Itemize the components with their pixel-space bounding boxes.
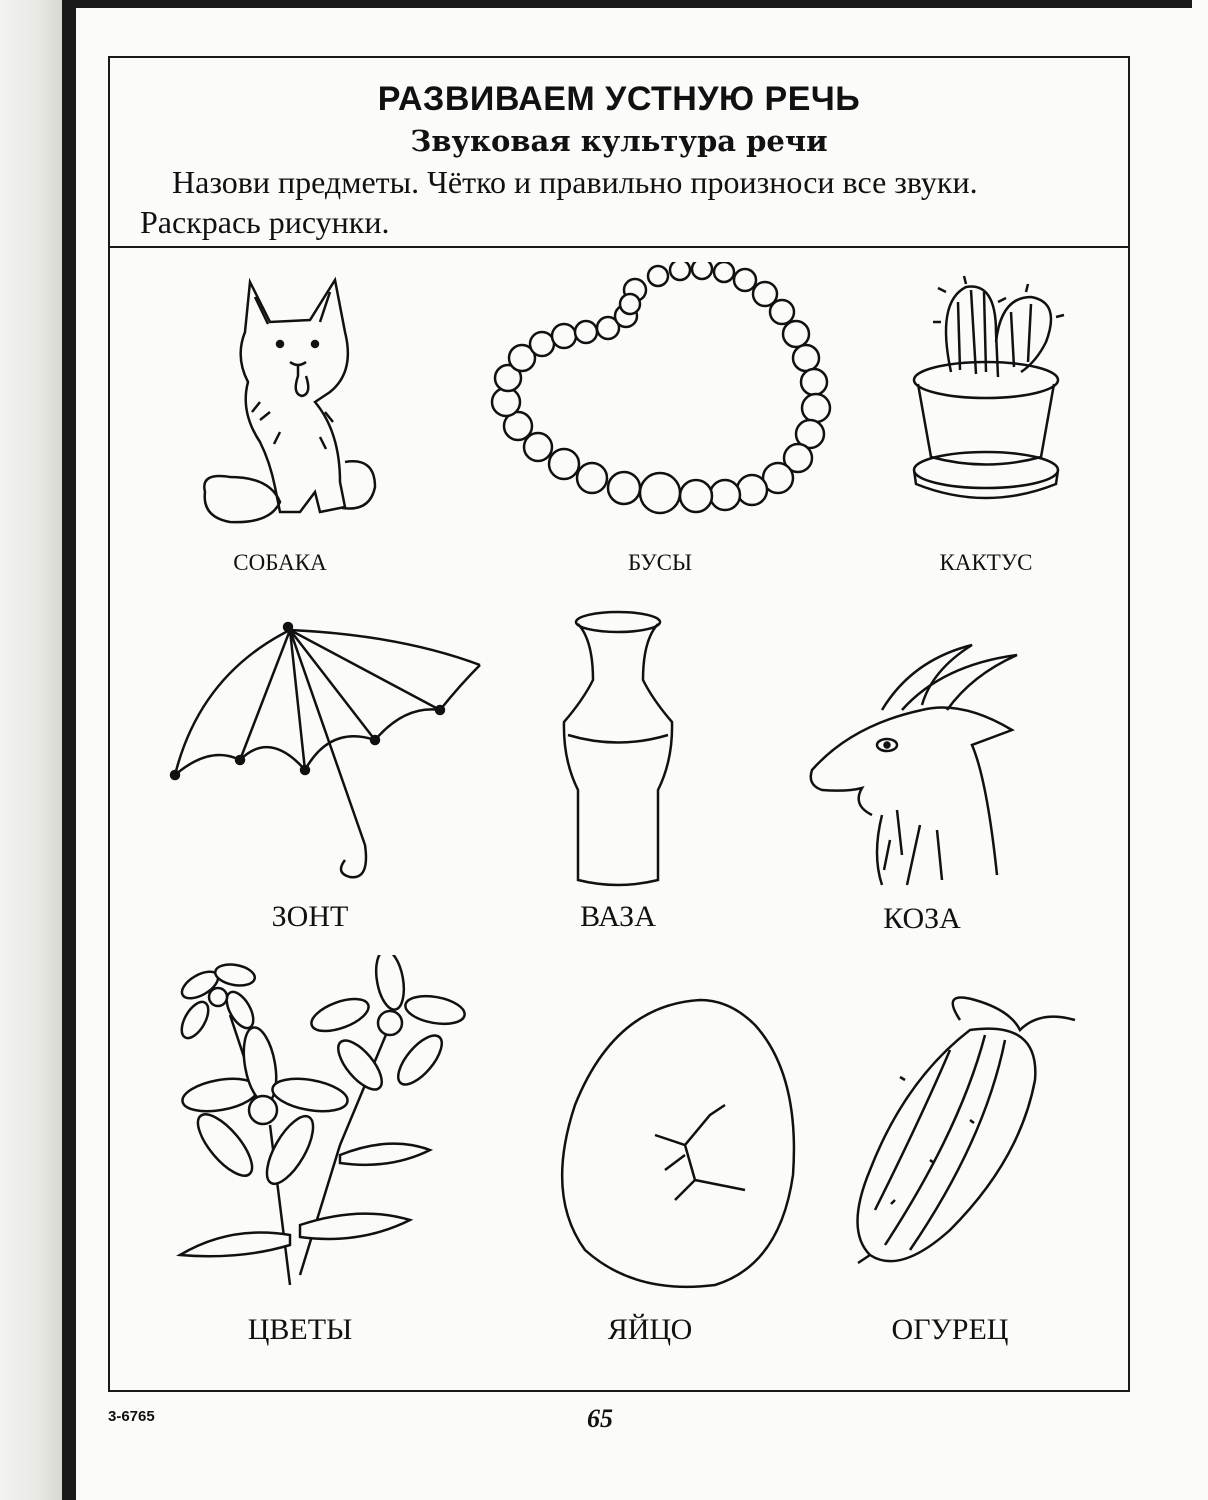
page-subtitle: Звуковая культура речи [410, 124, 828, 158]
item-label: КОЗА [883, 902, 961, 935]
item-label: СОБАКА [233, 550, 327, 575]
item-egg [525, 995, 825, 1355]
item-beads [480, 262, 780, 582]
dog-icon [130, 262, 430, 532]
item-flowers [160, 955, 460, 1355]
item-label: ЯЙЦО [607, 1313, 693, 1346]
item-cucumber [810, 990, 1110, 1355]
item-dog [130, 262, 430, 582]
item-cactus [836, 262, 1136, 582]
item-label: ОГУРЕЦ [891, 1313, 1009, 1346]
item-vase [468, 610, 768, 940]
page-number: 65 [587, 1404, 613, 1433]
umbrella-icon [160, 615, 460, 895]
page-top-edge [62, 0, 1192, 8]
item-label: КАКТУС [939, 550, 1033, 575]
egg-icon [525, 995, 825, 1295]
flowers-icon [160, 955, 460, 1285]
item-label: ВАЗА [580, 900, 656, 933]
beads-icon [480, 262, 780, 532]
book-spine [62, 0, 76, 1500]
goat-icon [772, 640, 1072, 900]
item-label: ЗОНТ [271, 900, 349, 933]
item-label: БУСЫ [627, 550, 693, 575]
vase-icon [468, 610, 768, 890]
page-title: РАЗВИВАЕМ УСТНУЮ РЕЧЬ [377, 80, 861, 118]
item-umbrella [160, 615, 460, 945]
instruction-text: Назови предметы. Чётко и правильно произноси все звуки. Раскрась рисунки. [140, 164, 978, 240]
item-goat [772, 640, 1072, 940]
book-spine-shadow [0, 0, 62, 1500]
cactus-icon [836, 262, 1136, 532]
book-code: 3-6765 [108, 1408, 155, 1425]
cucumber-icon [810, 990, 1110, 1280]
item-label: ЦВЕТЫ [247, 1313, 353, 1346]
worksheet-header [110, 58, 1128, 248]
